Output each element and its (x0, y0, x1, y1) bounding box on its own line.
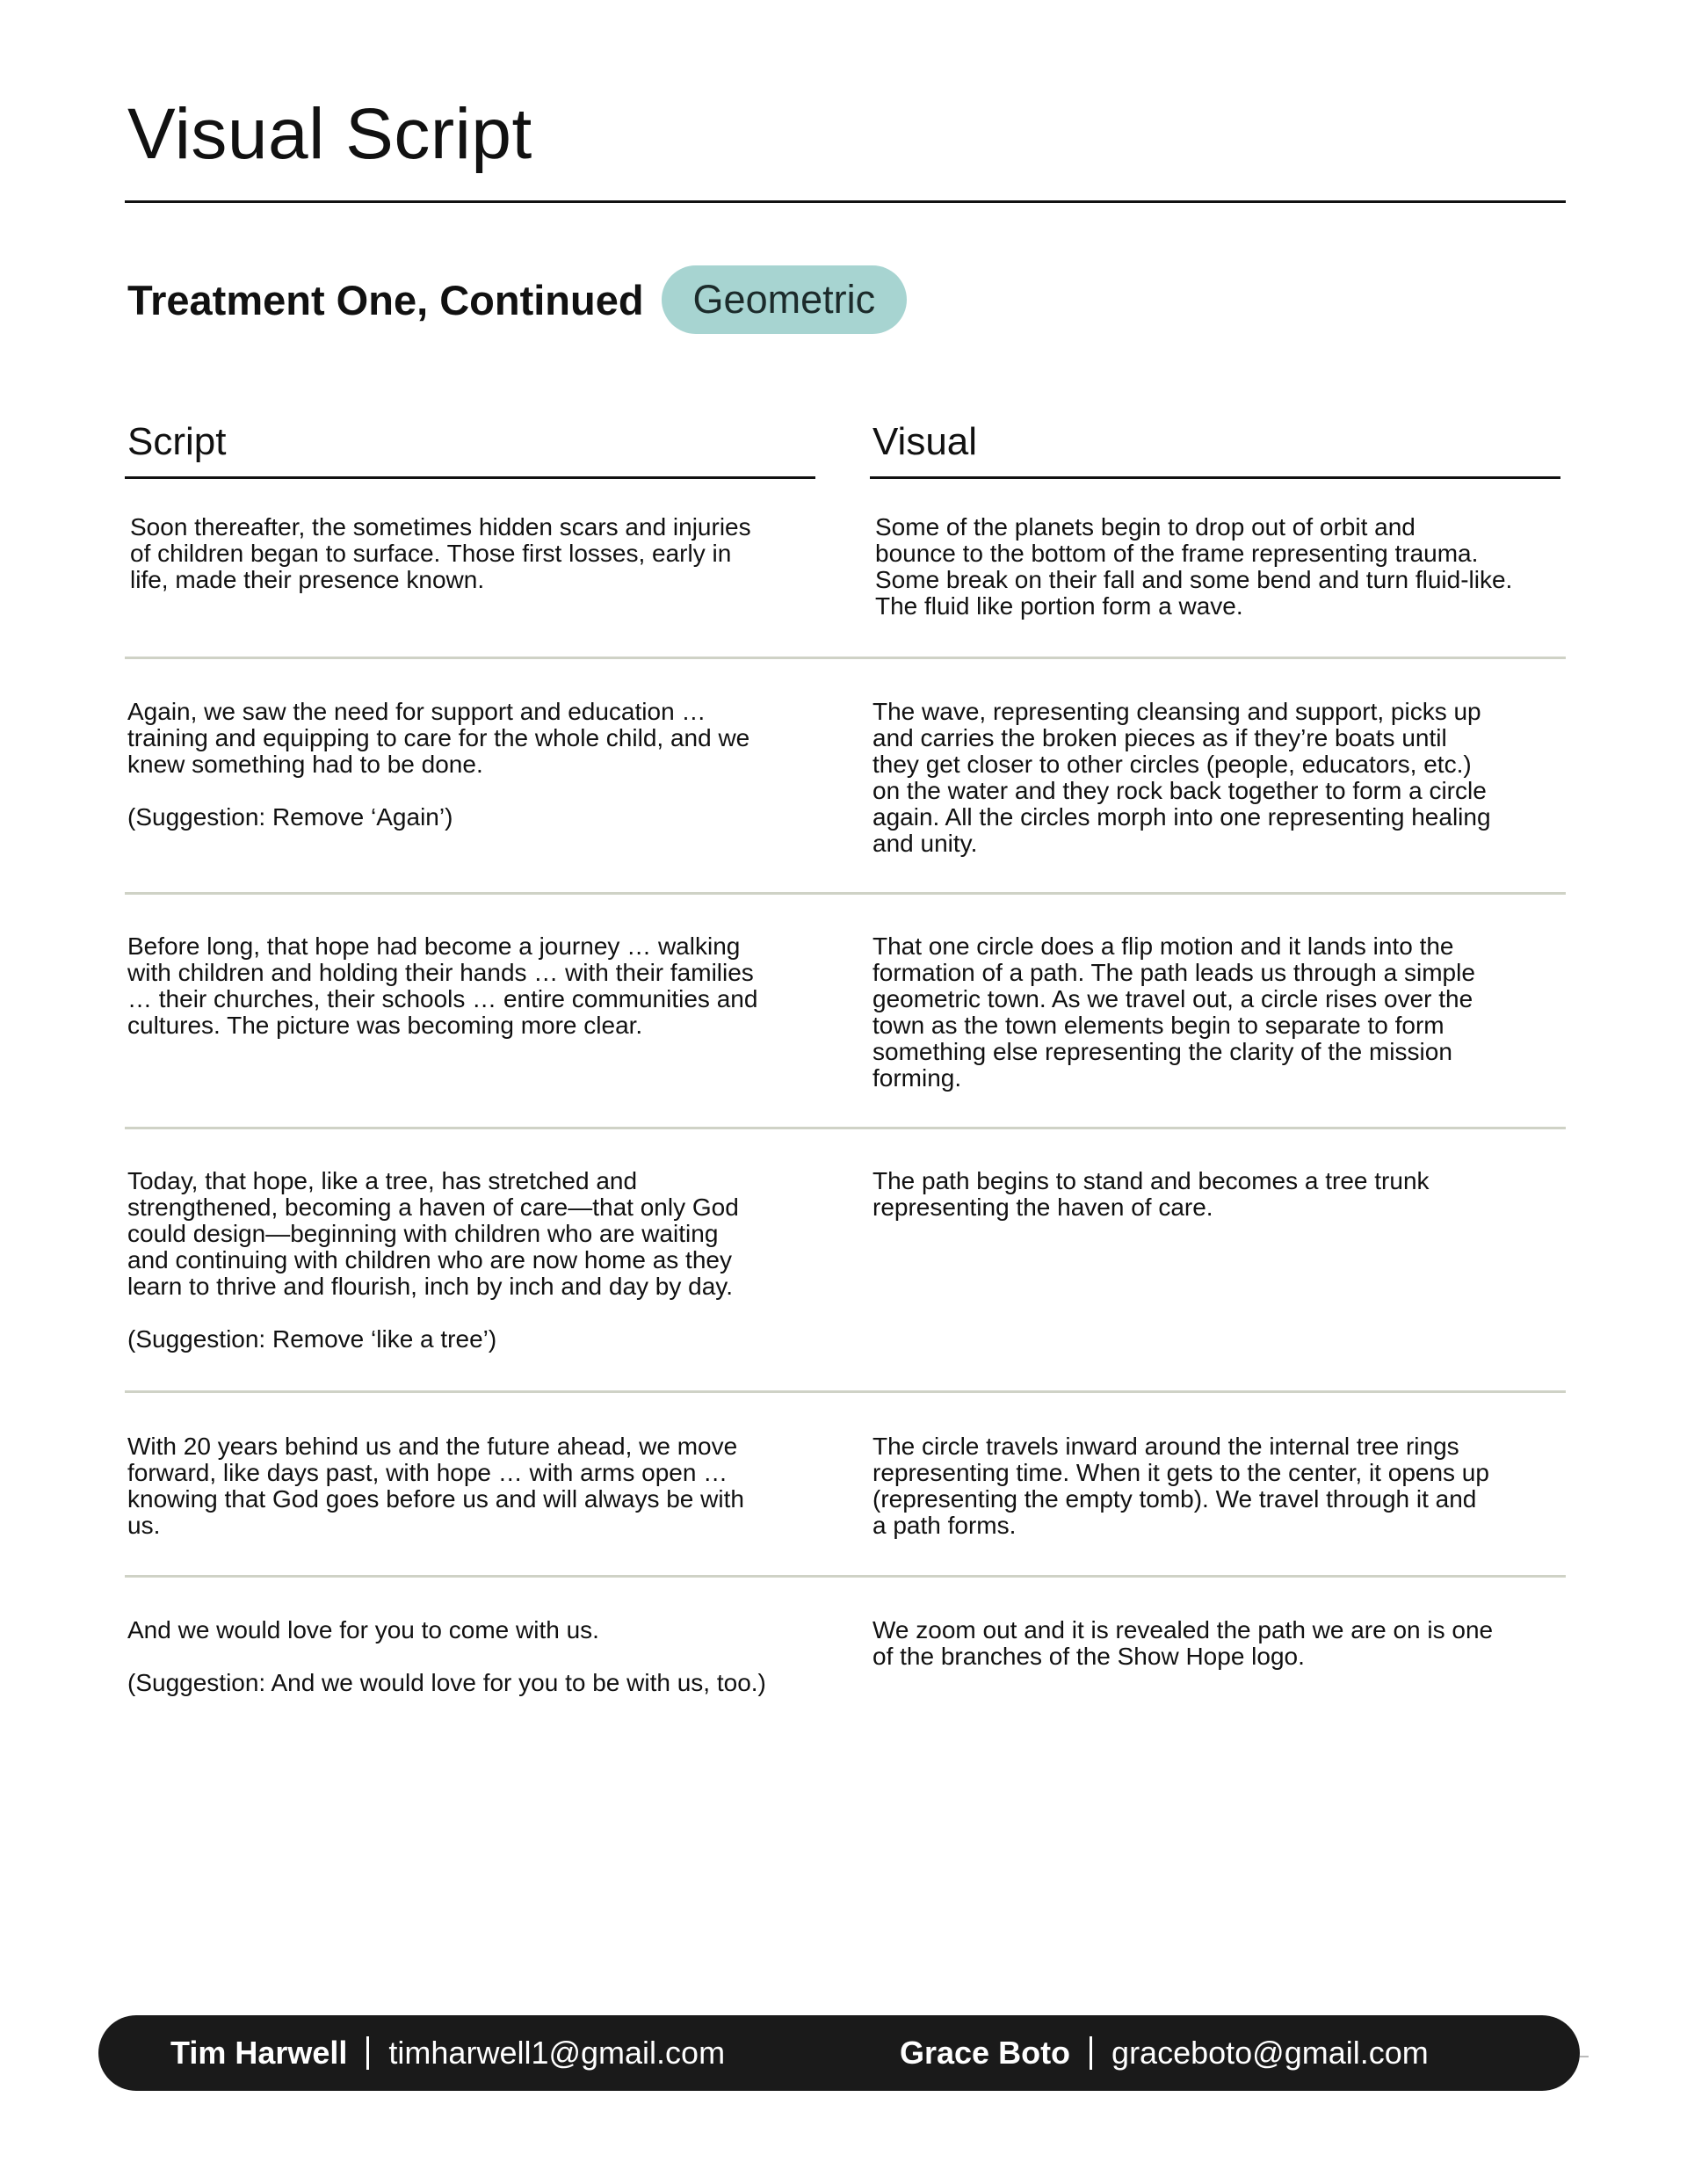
script-header-divider (125, 476, 815, 479)
row-4-visual: The path begins to stand and becomes a tree trunk representing the haven of care. (872, 1167, 1430, 1221)
row-divider (125, 892, 1566, 895)
treatment-badge: Geometric (662, 265, 908, 334)
row-divider (125, 657, 1566, 659)
visual-header-divider (870, 476, 1560, 479)
footer-tail-line (1580, 2056, 1589, 2057)
row-3-script: Before long, that hope had become a journey … walking with children and holding their hands … with their families … their churches, their schools … entire communities and cultures. The picture was becoming more clear. (127, 932, 758, 1039)
row-2-visual: The wave, representing cleansing and support, picks up and carries the broken pieces as if they’re boats until they get closer to other circles (people, educators, etc.) on the water and they rock back together to form a circle again. All the circles morph into one representing healing and unity. (872, 698, 1491, 857)
row-6-script: And we would love for you to come with us. (Suggestion: And we would love for you to be with us, too.) (127, 1616, 766, 1696)
contact-email[interactable]: timharwell1@gmail.com (388, 2035, 726, 2071)
row-divider (125, 1127, 1566, 1129)
row-5-script: With 20 years behind us and the future ahead, we move forward, like days past, with hope … with arms open … knowing that God goes before us and will always be with us. (127, 1433, 744, 1539)
contact-name: Tim Harwell (170, 2035, 348, 2071)
row-3-visual: That one circle does a flip motion and it lands into the formation of a path. The path leads us through a simple geometric town. As we travel out, a circle rises over the town as the town elements begin to separate to form something else representing the clarity of the mission forming. (872, 932, 1475, 1092)
script-column-header: Script (127, 420, 227, 463)
row-1-script: Soon thereafter, the sometimes hidden scars and injuries of children began to surface. Those first losses, early in life, made their presence known. (130, 513, 751, 593)
row-5-visual: The circle travels inward around the internal tree rings representing time. When it gets to the center, it opens up (representing the empty tomb). We travel through it and a path forms. (872, 1433, 1489, 1539)
contact-separator (1090, 2036, 1092, 2070)
page-title: Visual Script (127, 94, 532, 174)
row-2-script: Again, we saw the need for support and education … training and equipping to care for the whole child, and we knew something had to be done. (Suggestion: Remove ‘Again’) (127, 698, 750, 831)
contact-grace (900, 2015, 1429, 2091)
title-divider (125, 200, 1566, 203)
visual-column-header: Visual (872, 420, 978, 463)
subtitle-row (127, 265, 907, 334)
section-subtitle: Treatment One, Continued (127, 276, 644, 323)
contact-email[interactable]: graceboto@gmail.com (1111, 2035, 1429, 2071)
contact-separator (366, 2036, 369, 2070)
contact-footer (98, 2015, 1580, 2091)
row-divider (125, 1575, 1566, 1578)
row-4-script: Today, that hope, like a tree, has stretched and strengthened, becoming a haven of care—that only God could design—beginning with children who are waiting and continuing with children who are now home as they learn to thrive and flourish, inch by inch and day by day. (Suggestion: Remove ‘like a tree’) (127, 1167, 739, 1353)
contact-tim (170, 2015, 725, 2091)
row-divider (125, 1390, 1566, 1393)
row-1-visual: Some of the planets begin to drop out of orbit and bounce to the bottom of the frame representing trauma. Some break on their fall and some bend and turn fluid-like. The fluid like portion form a wave. (875, 513, 1513, 620)
contact-name: Grace Boto (900, 2035, 1071, 2071)
row-6-visual: We zoom out and it is revealed the path we are on is one of the branches of the Show Hope logo. (872, 1616, 1494, 1670)
